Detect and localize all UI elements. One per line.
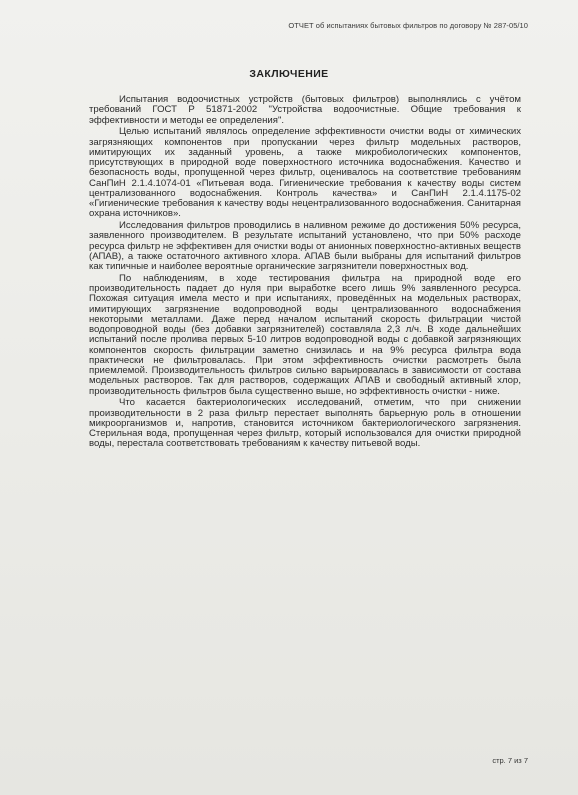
conclusion-body bbox=[89, 95, 521, 451]
paragraph-3: Исследования фильтров проводились в наливном режиме до достижения 50% ресурса, заявленного производителем. В результате испытаний установлено, что при 50% расходе ресурса фильтр не эффективен для очистки воды от анионных поверхностно-активных веществ (АПАВ), а также остаточного активного хлора. АПАВ были выбраны для испытаний фильтров как типичные и наиболее вероятные органические загрязнители поверхностных вод. bbox=[89, 220, 521, 272]
report-header: ОТЧЕТ об испытаниях бытовых фильтров по договору № 287-05/10 bbox=[288, 21, 528, 30]
page-title: ЗАКЛЮЧЕНИЕ bbox=[249, 68, 329, 80]
paragraph-4: По наблюдениям, в ходе тестирования фильтра на природной воде его производительность падает до нуля при выработке всего лишь 9% заявленного ресурса. Похожая ситуация имела место и при испытаниях, проведённых на модельных растворах, имитирующих загрязнение водопроводной воды централизованного водоснабжения некоторыми металлами. Даже перед началом испытаний скорость фильтрации чистой водопроводной воды (без добавки загрязнителей) составляла 2,3 л/ч. В ходе дальнейших испытаний после пролива первых 5-10 литров водопроводной воды с добавкой загрязняющих компонентов скорость фильтрации заметно снизилась и на 9% ресурса фильтра вода практически не фильтровалась. При этом эффективность очистки расмотреть была приемлемой. Производительность фильтров сильно варьировалась в зависимости от состава модельных растворов. Так для растворов, содержащих АПАВ и свободный активный хлор, производительность фильтров была существенно выше, но эффективность очистки - ниже. bbox=[89, 272, 521, 397]
paragraph-2: Целью испытаний являлось определение эффективности очистки воды от химических загрязняющих компонентов при пропускании через фильтр модельных растворов, имитирующих их заданный уровень, а также микробиологических компонентов, присутствующих в природной воде поверхностного источника водоснабжения. Качество и безопасность воды, пропущенной через фильтр, оценивалось на соответствие требованиям СанПиН 2.1.4.1074-01 «Питьевая вода. Гигиенические требования к качеству воды систем централизованного водоснабжения. Контроль качества» и СанПиН 2.1.4.1175-02 «Гигиенические требования к качеству воды нецентрализованного водоснабжения. Санитарная охрана источников». bbox=[89, 126, 521, 220]
paragraph-1: Испытания водоочистных устройств (бытовых фильтров) выполнялись с учётом требований ГОСТ Р 51871-2002 "Устройства водоочистные. Общие требования к эффективности и методы ее определения". bbox=[89, 94, 521, 126]
page-number: стр. 7 из 7 bbox=[492, 756, 528, 765]
paragraph-5: Что касается бактериологических исследований, отметим, что при снижении производительности в 2 раза фильтр перестает выполнять барьерную роль в отношении микроорганизмов и, напротив, становится источником бактериологического загрязнения. Стерильная вода, пропущенная через фильтр, который использовался для очистки природной воды, перестала соответствовать требованиям к качеству питьевой воды. bbox=[89, 397, 521, 450]
